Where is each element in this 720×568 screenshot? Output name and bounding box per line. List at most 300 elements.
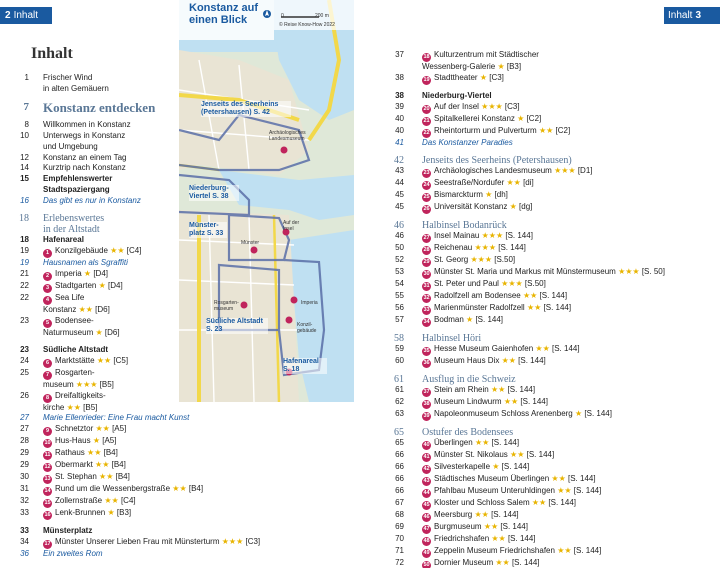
rating-stars-icon: ★★ [95, 460, 110, 470]
map-reference: [S. 144] [491, 437, 520, 447]
toc-page-number: 66 [395, 449, 404, 459]
toc-page-number: 29 [20, 460, 29, 470]
toc-page-number: 19 [20, 257, 29, 267]
rating-stars-icon: ★★★ [554, 165, 576, 175]
poi-marker-icon: 9 [43, 427, 52, 436]
map-reference: [B5] [99, 379, 114, 389]
toc-title: Bodman [434, 314, 464, 324]
toc-title: Konstanz an einem Tag [43, 152, 127, 162]
toc-page-number: 27 [20, 424, 29, 434]
toc-title: Universität Konstanz [434, 201, 508, 211]
toc-entry [0, 166, 720, 178]
toc-title: Napoleonmuseum Schloss Arenenberg [434, 408, 573, 418]
rating-stars-icon: ★★ [483, 521, 499, 531]
rating-stars-icon: ★ [517, 113, 525, 123]
map-reference: [S. 144] [507, 384, 536, 394]
map-reference: [S. 144] [511, 557, 540, 567]
poi-marker-icon: 13 [44, 476, 51, 483]
toc-entry [0, 558, 720, 568]
toc-page-number: 58 [394, 332, 404, 344]
toc-title: Hausnamen als Sgraffiti [43, 257, 128, 267]
poi-marker-icon: 30 [423, 270, 430, 277]
toc-title: Imperia [55, 268, 82, 278]
map-reference: [B5] [83, 402, 98, 412]
toc-page-number: 26 [20, 390, 29, 400]
map-reference: [C3] [504, 101, 520, 111]
toc-title: Marienmünster Radolfzell [434, 302, 525, 312]
poi-marker-icon: 16 [44, 512, 51, 519]
toc-page-number: 57 [395, 314, 404, 324]
toc-entry-text [422, 255, 515, 267]
toc-entry-text [422, 178, 534, 190]
toc-entry-text [422, 243, 526, 255]
toc-title: Stadtgarten [55, 280, 97, 290]
map-reference: [A5] [112, 424, 127, 434]
toc-page-number: 19 [20, 245, 29, 255]
toc-entry [0, 202, 720, 214]
toc-entry-text [422, 438, 519, 450]
toc-entry [0, 385, 720, 397]
map-reference: [S. 144] [526, 449, 555, 459]
poi-marker-icon: 8 [43, 394, 52, 403]
toc-entry [0, 138, 720, 149]
toc-page-number: 67 [395, 497, 404, 507]
poi-marker-icon: 41 [423, 453, 430, 460]
poi-marker-icon: 33 [423, 306, 430, 313]
poi-marker-icon: 5 [43, 319, 52, 328]
toc-title: Zeppelin Museum Friedrichshafen [434, 545, 555, 555]
map-label-suedliche: Südliche Altstadt S. 23 [206, 318, 268, 334]
map-reference: [S. 144] [573, 485, 602, 495]
poi-marker-icon: 48 [423, 537, 430, 544]
map-reference: [B4] [188, 484, 204, 494]
toc-entry [0, 62, 720, 73]
toc-title: Halbinsel Bodanrück [422, 219, 507, 231]
map-reference: [S.50] [524, 278, 546, 288]
toc-page-number: 25 [20, 367, 29, 377]
toc-page-number: 24 [20, 355, 29, 365]
toc-title: Ostufer des Bodensees [422, 426, 514, 438]
toc-title: Rund um die Wessenbergstraße [55, 484, 171, 494]
toc-page-number: 71 [395, 545, 404, 555]
map-reference: [D6] [104, 327, 120, 337]
toc-title: Bismarckturm [434, 189, 483, 199]
toc-title: in der Altstadt [43, 224, 100, 236]
toc-entry [0, 114, 720, 126]
toc-title: Auf der Insel [434, 101, 479, 111]
map-copyright: © Reise Know-How 2022 [279, 22, 335, 28]
city-map [179, 0, 354, 402]
rating-stars-icon: ★★★ [470, 254, 492, 264]
page-title: Inhalt [31, 45, 73, 62]
map-reference: [dg] [519, 201, 533, 211]
toc-entry-text [422, 498, 576, 510]
rating-stars-icon: ★★ [495, 557, 510, 567]
toc-page-number: 63 [395, 408, 404, 418]
toc-page-number: 22 [20, 280, 29, 290]
poi-marker-icon: 22 [423, 129, 430, 136]
rating-stars-icon: ★★ [538, 125, 554, 135]
toc-title: Reichenau [434, 242, 473, 252]
map-reference: [D6] [95, 304, 110, 314]
toc-entry-text [422, 50, 539, 62]
toc-entry-text [422, 231, 533, 243]
map-reference: [S. 144] [520, 396, 548, 406]
toc-title: Hus-Haus [55, 436, 91, 446]
poi-marker-icon: 17 [44, 541, 51, 548]
rating-stars-icon: ★ [492, 461, 500, 471]
map-reference: [C3] [245, 537, 261, 547]
toc-title: Kloster und Schloss Salem [434, 497, 530, 507]
rating-stars-icon: ★ [479, 72, 487, 82]
toc-title: Silvesterkapelle [434, 461, 491, 471]
map-reference: [D4] [93, 268, 108, 278]
rating-stars-icon: ★ [92, 436, 100, 446]
toc-page-number: 41 [395, 137, 404, 147]
poi-marker-icon: 24 [423, 181, 430, 188]
toc-entry [0, 409, 720, 421]
toc-title: Münsterplatz [43, 526, 93, 536]
toc-title: Friedrichshafen [434, 533, 490, 543]
poi-marker-icon: 39 [423, 412, 430, 419]
toc-title: Marie Ellenrieder: Eine Frau macht Kunst [43, 413, 190, 423]
poi-marker-icon: 27 [423, 234, 430, 241]
map-reference: [B4] [103, 448, 118, 458]
toc-title: Hafenareal [43, 235, 84, 245]
toc-title: Insel Mainau [434, 230, 480, 240]
rating-stars-icon: ★★ [172, 484, 187, 494]
toc-page-number: 22 [20, 292, 29, 302]
poi-marker-icon: 23 [423, 169, 430, 176]
map-reference: [B4] [111, 460, 126, 470]
toc-title: Naturmuseum [43, 327, 94, 337]
map-reference: [S.50] [494, 254, 516, 264]
toc-entry [0, 291, 720, 303]
toc-entry [0, 438, 720, 450]
toc-title: Hesse Museum Gaienhofen [434, 343, 534, 353]
rating-stars-icon: ★★ [531, 497, 547, 507]
toc-entry [0, 255, 720, 267]
map-reference: [A5] [102, 436, 117, 446]
toc-page-number: 43 [395, 165, 404, 175]
toc-page-number: 27 [20, 413, 29, 423]
poi-marker-icon: 6 [43, 359, 52, 368]
toc-entry-text [422, 202, 532, 214]
page-number: 3 [695, 10, 702, 21]
toc-title: Unterwegs in Konstanz [43, 130, 126, 140]
poi-marker-icon: 15 [44, 500, 51, 507]
toc-page-number: 36 [20, 549, 29, 559]
map-title: Konstanz auf einen Blick [189, 2, 259, 26]
toc-title: Das gibt es nur in Konstanz [43, 196, 141, 206]
toc-entry [0, 356, 720, 368]
rating-stars-icon: ★ [497, 62, 505, 71]
toc-title: Kurztrip nach Konstanz [43, 163, 126, 173]
rating-stars-icon: ★★ [506, 177, 521, 187]
page-tab-right [664, 7, 720, 24]
toc-entry-text [422, 315, 503, 327]
toc-title: museum [43, 379, 74, 389]
scale-max: 200 m [315, 13, 329, 19]
rating-stars-icon: ★★ [78, 304, 93, 314]
rating-stars-icon: ★★ [474, 509, 489, 519]
poi-marker-icon: 42 [423, 465, 430, 472]
toc-title: Frischer Wind [43, 73, 93, 82]
toc-entry [0, 315, 720, 327]
toc-title: Seestraße/Nordufer [434, 177, 505, 187]
poi-marker-icon: 21 [423, 117, 430, 124]
poi-marker-icon: 12 [44, 464, 51, 471]
map-reference: [S. 144] [507, 533, 536, 543]
map-reference: [C2] [555, 125, 571, 135]
toc-title: Obermarkt [55, 460, 93, 470]
toc-entry-text [422, 486, 601, 498]
toc-page-number: 18 [20, 235, 29, 245]
poi-marker-icon: 2 [43, 272, 52, 281]
rating-stars-icon: ★ [98, 280, 106, 290]
rating-stars-icon: ★ [574, 408, 583, 418]
toc-page-number: 31 [20, 484, 29, 494]
poi-marker-icon: 50 [423, 561, 430, 568]
map-small-insel: Auf der Insel [283, 220, 300, 232]
toc-entry-text [422, 474, 596, 486]
poi-marker-icon: 35 [423, 347, 430, 354]
toc-entry [0, 397, 720, 409]
toc-page-number: 14 [20, 163, 29, 173]
poi-marker-icon: 7 [43, 371, 52, 380]
toc-title: und Umgebung [43, 141, 98, 151]
toc-page-number: 37 [395, 50, 404, 59]
toc-title: Rosgarten- [55, 367, 95, 377]
toc-title: kirche [43, 402, 65, 412]
toc-title: Erlebenswertes [43, 213, 105, 225]
rating-stars-icon: ★★★ [618, 266, 640, 276]
map-reference: [S. 144] [500, 521, 528, 531]
toc-title: Niederburg-Viertel [422, 90, 492, 100]
toc-title: Überlingen [434, 437, 473, 447]
poi-marker-icon: 43 [423, 477, 430, 484]
poi-marker-icon: 10 [44, 440, 51, 447]
toc-page-number: 45 [395, 189, 404, 199]
toc-entry-text [422, 546, 601, 558]
poi-marker-icon: 28 [423, 246, 430, 253]
toc-entry-text [422, 73, 504, 85]
poi-marker-icon: 45 [423, 501, 430, 508]
poi-marker-icon: 19 [423, 76, 430, 83]
toc-title: Münster Unserer Lieben Frau mit Münsterturm [55, 537, 220, 547]
toc-page-number: 16 [20, 196, 29, 206]
rating-stars-icon: ★★ [526, 302, 542, 312]
map-small-konzil: Konzil-gebäude [297, 322, 317, 334]
toc-page-number: 32 [20, 496, 29, 506]
poi-marker-icon: 3 [43, 284, 52, 293]
map-reference: [C2] [526, 113, 542, 123]
map-small-muenster: Münster [241, 240, 260, 246]
toc-title: Ausflug in die Schweiz [422, 373, 516, 385]
rating-stars-icon: ★★★ [221, 537, 244, 547]
toc-title: Archäologisches Landesmuseum [434, 165, 552, 175]
map-reference: [S. 50] [641, 266, 665, 276]
rating-stars-icon: ★★ [96, 355, 112, 365]
toc-page-number: 46 [395, 230, 404, 240]
toc-entry [0, 333, 720, 344]
toc-page-number: 72 [395, 557, 404, 567]
toc-entry [0, 279, 720, 291]
toc-title: Spitalkellerei Konstanz [434, 113, 515, 123]
scale-zero: 0 [281, 13, 284, 19]
toc-entry [0, 220, 720, 231]
toc-entry [0, 126, 720, 138]
rating-stars-icon: ★★ [510, 449, 525, 459]
toc-entry-text [422, 333, 481, 344]
toc-page-number: 54 [395, 278, 404, 288]
poi-marker-icon: 4 [43, 296, 52, 305]
map-reference: [S. 144] [539, 290, 568, 300]
toc-title: Schnetztor [55, 424, 94, 434]
toc-title: Empfehlenswerter [43, 174, 113, 184]
toc-title: Dornier Museum [434, 557, 494, 567]
toc-title: in alten Gemäuern [43, 83, 109, 93]
map-label-niederburg: Niederburg-Viertel S. 38 [189, 185, 239, 201]
toc-entry [0, 231, 720, 243]
toc-page-number: 45 [395, 201, 404, 211]
toc-entry-text [422, 114, 541, 126]
rating-stars-icon: ★ [95, 327, 103, 337]
rating-stars-icon: ★★ [503, 396, 519, 406]
rating-stars-icon: ★★★ [481, 230, 504, 240]
toc-title: Südliche Altstadt [43, 344, 109, 354]
toc-title: Museum Haus Dix [434, 355, 500, 365]
map-small-rosgarten: Rosgarten-museum [214, 300, 239, 312]
poi-marker-icon: 36 [423, 359, 430, 366]
map-reference: [S. 144] [491, 509, 519, 519]
toc-title: St. Georg [434, 254, 469, 264]
toc-page-number: 23 [20, 344, 29, 354]
map-small-imperia: Imperia [301, 300, 318, 306]
rating-stars-icon: ★★ [557, 485, 572, 495]
map-reference: [di] [523, 177, 534, 187]
map-reference: [S. 144] [551, 343, 580, 353]
toc-page-number: 7 [23, 100, 29, 113]
toc-page-number: 1 [24, 73, 29, 82]
toc-title: Das Konstanzer Paradies [422, 137, 513, 147]
toc-entry-text [422, 126, 570, 138]
toc-entry [0, 486, 720, 498]
map-small-archaeo: Archäologisches Landesmuseum [269, 130, 306, 142]
toc-page-number: 52 [395, 254, 404, 264]
toc-entry [0, 450, 720, 462]
rating-stars-icon: ★★ [104, 496, 119, 506]
map-reference: [D4] [108, 280, 123, 290]
toc-title: Rathaus [55, 448, 85, 458]
toc-entry-text [422, 344, 580, 356]
toc-entry-text [422, 267, 665, 279]
tab-label: Inhalt [13, 10, 39, 21]
map-reference: [S. 144] [543, 302, 572, 312]
toc-entry-text [422, 510, 519, 522]
toc-title: Münster St. Nikolaus [434, 449, 508, 459]
map-reference: [S. 144] [498, 242, 526, 252]
toc-page-number: 28 [20, 436, 29, 446]
toc-title: Münster St. Maria und Markus mit Münstermuseum [434, 266, 616, 276]
toc-title: Stein am Rhein [434, 384, 489, 394]
map-label-muensterplatz: Münster-platz S. 33 [189, 222, 227, 238]
map-reference: [C4] [126, 245, 142, 255]
map-reference: [C3] [489, 72, 504, 82]
toc-entry [0, 522, 720, 534]
toc-entry-text [422, 356, 546, 368]
toc-page-number: 62 [395, 396, 404, 406]
toc-entry-text [422, 291, 567, 303]
rating-stars-icon: ★★ [535, 343, 550, 353]
poi-marker-icon: 47 [423, 525, 430, 532]
poi-marker-icon: 34 [423, 318, 430, 325]
rating-stars-icon: ★★★ [474, 242, 496, 252]
page-tab-left [0, 7, 52, 24]
toc-title: Willkommen in Konstanz [43, 119, 131, 129]
toc-page-number: 8 [24, 119, 29, 129]
toc-page-number: 65 [395, 437, 404, 447]
toc-page-number: 68 [395, 509, 404, 519]
map-reference: [S. 144] [573, 545, 602, 555]
toc-entry [0, 498, 720, 510]
toc-entry [0, 303, 720, 315]
toc-page-number: 44 [395, 177, 404, 187]
toc-entry-text [422, 190, 508, 202]
toc-entry-text [422, 155, 572, 166]
toc-entry [0, 190, 720, 202]
toc-entry [0, 344, 720, 356]
map-reference: [S. 144] [505, 230, 533, 240]
toc-title: Konstanz entdecken [43, 99, 156, 115]
poi-marker-icon: 1 [43, 249, 52, 258]
toc-entry [0, 427, 720, 438]
toc-entry-text [422, 102, 520, 114]
map-graphic [179, 0, 354, 402]
toc-title: Marktstätte [55, 355, 95, 365]
poi-marker-icon: 44 [423, 489, 430, 496]
toc-title: St. Peter und Paul [434, 278, 499, 288]
toc-page-number: 40 [395, 125, 404, 135]
poi-marker-icon: 38 [423, 400, 430, 407]
toc-title: Rheintorturm und Pulverturm [434, 125, 537, 135]
toc-title: Sea Life [55, 292, 85, 302]
rating-stars-icon: ★ [466, 314, 474, 324]
toc-title: Konstanz [43, 304, 77, 314]
toc-title: Zollernstraße [55, 496, 103, 506]
toc-page-number: 39 [395, 101, 404, 111]
toc-entry-text [422, 522, 528, 534]
rating-stars-icon: ★★★ [481, 101, 503, 111]
toc-page-number: 29 [20, 448, 29, 458]
toc-page-number: 61 [394, 373, 404, 385]
toc-title: Ein zweites Rom [43, 549, 103, 559]
rating-stars-icon: ★★ [66, 402, 81, 412]
poi-marker-icon: 40 [423, 441, 430, 448]
toc-entry [0, 73, 720, 85]
toc-page-number: 10 [20, 130, 29, 140]
toc-page-number: 69 [395, 521, 404, 531]
toc-title: St. Stephan [55, 472, 97, 482]
toc-entry [0, 534, 720, 546]
tab-label: Inhalt [668, 10, 693, 21]
poi-marker-icon: 20 [423, 105, 430, 112]
toc-entry [0, 474, 720, 486]
rating-stars-icon: ★ [485, 189, 493, 199]
map-reference: [C5] [113, 355, 129, 365]
poi-marker-icon: 14 [44, 488, 51, 495]
poi-marker-icon: 11 [44, 452, 51, 459]
